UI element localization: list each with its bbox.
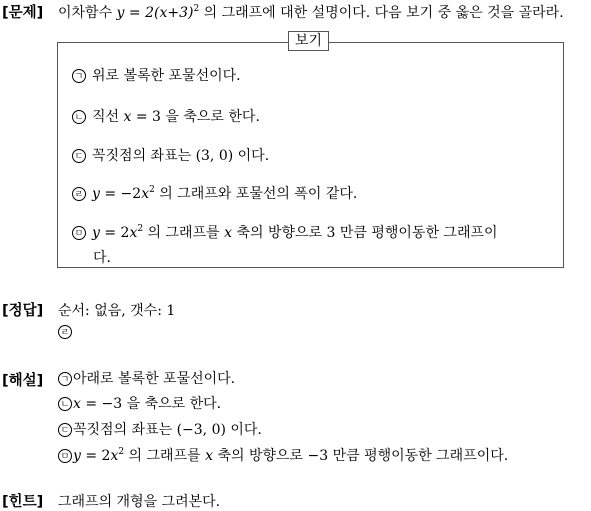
text-fragment: = 3 을 축으로 한다. [131,109,260,125]
text-fragment: 위로 볼록한 포물선이다. [92,68,241,84]
answer-label: [정답] [2,303,44,319]
math-variable: y [92,225,100,241]
math-variable: x [129,225,138,241]
math-variable: x [110,448,119,464]
explanation-line [58,419,262,439]
text-fragment: 축의 방향으로 3 만큼 평행이동한 그래프이 [232,225,498,241]
math-exponent: 2 [118,447,125,457]
text-fragment: = −3 을 축으로 한다. [80,396,222,412]
problem-text-after: 의 그래프에 대한 설명이다. 다음 보기 중 옳은 것을 골라라. [199,5,564,21]
answer-choice [58,324,78,340]
explanation-marker: ㄴ [58,397,72,411]
choice-continuation: 다. [93,250,111,266]
explanation-label: [해설] [2,373,44,389]
math-variable: x [205,448,213,464]
explanation-marker: ㅁ [58,449,72,463]
text-fragment: 축의 방향으로 −3 만큼 평행이동한 그래프이다. [213,448,509,464]
choice-item [72,183,357,203]
answer-marker: ㄹ [58,325,72,339]
problem-equation: y = 2(x+3) [116,5,194,21]
text-fragment: 의 그래프와 포물선의 폭이 같다. [154,186,358,202]
choice-marker: ㄷ [72,149,86,163]
math-variable: y [92,186,100,202]
math-variable: x [123,109,132,125]
choice-marker: ㄹ [72,187,86,201]
math-variable: x [141,186,150,202]
text-fragment: 꼭짓점의 좌표는 (3, 0) 이다. [92,148,270,164]
choice-item [72,65,241,85]
problem-text-before: 이차함수 [58,5,117,21]
explanation-line [58,445,508,465]
choice-item [72,145,269,165]
text-fragment: 아래로 볼록한 포물선이다. [73,371,236,387]
answer-line: 순서: 없음, 갯수: 1 [58,303,176,319]
text-fragment: 꼭짓점의 좌표는 (−3, 0) 이다. [73,422,262,438]
text-fragment: 의 그래프를 [124,448,206,464]
math-variable: x [73,396,81,412]
explanation-line [58,368,235,388]
text-fragment: 직선 [92,109,124,125]
explanation-marker: ㄷ [58,423,72,437]
math-variable: x [224,225,232,241]
text-fragment: = −2 [99,186,142,202]
hint-text: 그래프의 개형을 그려본다. [58,494,221,510]
explanation-marker: ㄱ [58,372,72,386]
choice-marker: ㅁ [72,226,86,240]
choice-item [72,106,260,126]
problem-statement [58,2,564,22]
text-fragment: = 2 [80,448,111,464]
problem-equation-exponent: 2 [193,4,200,14]
choice-marker: ㄱ [72,69,86,83]
math-variable: y [73,448,81,464]
problem-label: [문제] [2,5,44,21]
math-exponent: 2 [137,224,144,234]
choice-marker: ㄴ [72,110,86,124]
hint-label: [힌트] [2,494,44,510]
text-fragment: = 2 [99,225,130,241]
explanation-line [58,393,221,413]
math-exponent: 2 [149,185,155,195]
choice-item [72,222,498,242]
text-fragment: 의 그래프를 [143,225,225,241]
choices-box-title: 보기 [288,31,329,51]
